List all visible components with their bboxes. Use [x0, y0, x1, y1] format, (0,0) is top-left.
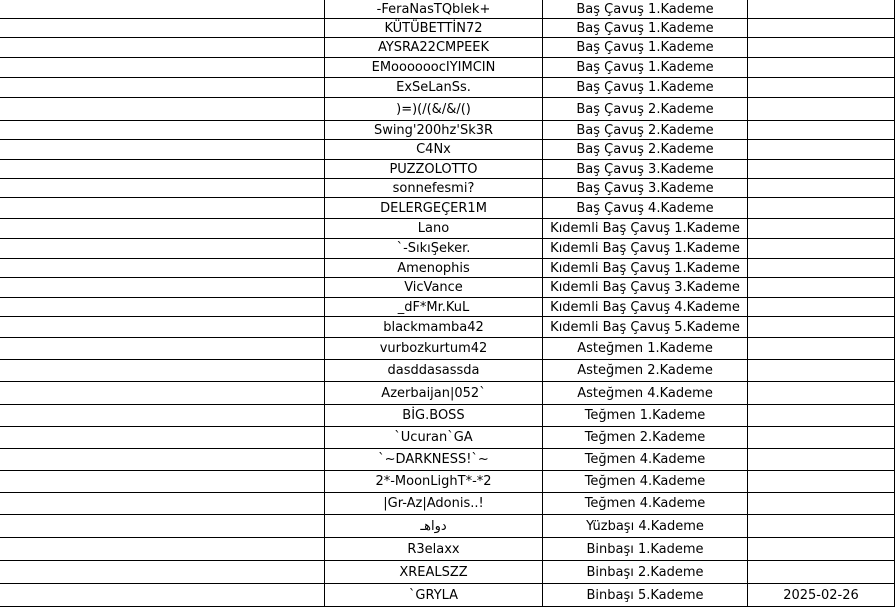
empty-cell[interactable] [0, 239, 325, 258]
empty-cell[interactable] [0, 449, 325, 470]
rank-cell[interactable]: Baş Çavuş 1.Kademe [543, 58, 748, 77]
table-row [0, 0, 895, 19]
rank-cell[interactable]: Baş Çavuş 4.Kademe [543, 198, 748, 218]
rank-cell[interactable]: Yüzbaşı 4.Kademe [543, 515, 748, 537]
date-cell[interactable] [748, 360, 895, 381]
rank-cell[interactable]: Asteğmen 1.Kademe [543, 338, 748, 359]
table-row [0, 427, 895, 449]
rank-cell[interactable]: Kıdemli Baş Çavuş 5.Kademe [543, 317, 748, 337]
date-cell[interactable] [748, 239, 895, 258]
table-row [0, 561, 895, 584]
player-name-cell[interactable]: |Gr-Az|Adonis..! [325, 493, 543, 514]
table-row [0, 140, 895, 160]
rank-cell[interactable]: Kıdemli Baş Çavuş 1.Kademe [543, 259, 748, 277]
date-cell[interactable]: 2025-02-26 [748, 584, 895, 606]
empty-cell[interactable] [0, 360, 325, 381]
rank-cell[interactable]: Binbaşı 5.Kademe [543, 584, 748, 606]
player-name-cell[interactable]: KÜTÜBETTİN72 [325, 19, 543, 37]
empty-cell[interactable] [0, 471, 325, 492]
rank-cell[interactable]: Baş Çavuş 2.Kademe [543, 140, 748, 159]
rank-cell[interactable]: Kıdemli Baş Çavuş 4.Kademe [543, 298, 748, 316]
rank-cell[interactable]: Asteğmen 2.Kademe [543, 360, 748, 381]
date-cell[interactable] [748, 515, 895, 537]
empty-cell[interactable] [0, 584, 325, 606]
empty-cell[interactable] [0, 78, 325, 97]
table-row [0, 317, 895, 338]
date-cell[interactable] [748, 198, 895, 218]
rank-cell[interactable]: Baş Çavuş 1.Kademe [543, 78, 748, 97]
rank-cell[interactable]: Teğmen 4.Kademe [543, 493, 748, 514]
table-row [0, 121, 895, 140]
date-cell[interactable] [748, 561, 895, 583]
rank-cell[interactable]: Asteğmen 4.Kademe [543, 382, 748, 404]
empty-cell[interactable] [0, 427, 325, 448]
empty-cell[interactable] [0, 0, 325, 18]
date-cell[interactable] [748, 78, 895, 97]
empty-cell[interactable] [0, 259, 325, 277]
date-cell[interactable] [748, 121, 895, 139]
date-cell[interactable] [748, 140, 895, 159]
table-row [0, 198, 895, 219]
empty-cell[interactable] [0, 561, 325, 583]
player-name-cell[interactable]: AYSRA22CMPEEK [325, 38, 543, 57]
table-row [0, 584, 895, 607]
table-row [0, 360, 895, 382]
player-name-cell[interactable]: -FeraNasTQblek+ [325, 0, 543, 18]
date-cell[interactable] [748, 0, 895, 18]
empty-cell[interactable] [0, 19, 325, 37]
empty-cell[interactable] [0, 493, 325, 514]
rank-cell[interactable]: Baş Çavuş 2.Kademe [543, 98, 748, 120]
empty-cell[interactable] [0, 179, 325, 197]
empty-cell[interactable] [0, 538, 325, 560]
date-cell[interactable] [748, 338, 895, 359]
player-name-cell[interactable]: `Ucuran`GA [325, 427, 543, 448]
player-name-cell[interactable]: `~DARKNESS!`~ [325, 449, 543, 470]
table-row [0, 179, 895, 198]
rank-cell[interactable]: Binbaşı 1.Kademe [543, 538, 748, 560]
player-name-cell[interactable]: R3elaxx [325, 538, 543, 560]
date-cell[interactable] [748, 19, 895, 37]
rank-cell[interactable]: Teğmen 4.Kademe [543, 449, 748, 470]
rank-cell[interactable]: Baş Çavuş 1.Kademe [543, 0, 748, 18]
date-cell[interactable] [748, 259, 895, 277]
empty-cell[interactable] [0, 98, 325, 120]
player-name-cell[interactable]: Swing'200hz'Sk3R [325, 121, 543, 139]
empty-cell[interactable] [0, 405, 325, 426]
player-name-cell[interactable]: Azerbaijan|052` [325, 382, 543, 404]
date-cell[interactable] [748, 219, 895, 238]
player-name-cell[interactable]: 2*-MoonLighT*-*2 [325, 471, 543, 492]
date-cell[interactable] [748, 538, 895, 560]
rank-cell[interactable]: Baş Çavuş 1.Kademe [543, 38, 748, 57]
table-row [0, 278, 895, 298]
empty-cell[interactable] [0, 338, 325, 359]
date-cell[interactable] [748, 427, 895, 448]
player-name-cell[interactable]: ExSeLanSs. [325, 78, 543, 97]
table-row [0, 58, 895, 78]
rank-cell[interactable]: Baş Çavuş 1.Kademe [543, 19, 748, 37]
player-name-cell[interactable]: sonnefesmi? [325, 179, 543, 197]
rank-cell[interactable]: Kıdemli Baş Çavuş 3.Kademe [543, 278, 748, 297]
date-cell[interactable] [748, 179, 895, 197]
date-cell[interactable] [748, 493, 895, 514]
player-name-cell[interactable]: Lano [325, 219, 543, 238]
date-cell[interactable] [748, 160, 895, 178]
player-name-cell[interactable]: dasddasassda [325, 360, 543, 381]
player-name-cell[interactable]: DELERGEÇER1M [325, 198, 543, 218]
table-row [0, 449, 895, 471]
table-row [0, 98, 895, 121]
empty-cell[interactable] [0, 382, 325, 404]
table-row [0, 219, 895, 239]
player-name-cell[interactable]: PUZZOLOTTO [325, 160, 543, 178]
rank-cell[interactable]: Binbaşı 2.Kademe [543, 561, 748, 583]
player-name-cell[interactable]: `-SıkıŞeker. [325, 239, 543, 258]
player-name-cell[interactable]: XREALSZZ [325, 561, 543, 583]
player-name-cell[interactable]: blackmamba42 [325, 317, 543, 337]
date-cell[interactable] [748, 317, 895, 337]
empty-cell[interactable] [0, 219, 325, 238]
rank-cell[interactable]: Kıdemli Baş Çavuş 1.Kademe [543, 239, 748, 258]
empty-cell[interactable] [0, 38, 325, 57]
empty-cell[interactable] [0, 121, 325, 139]
rank-cell[interactable]: Baş Çavuş 2.Kademe [543, 121, 748, 139]
rank-cell[interactable]: Baş Çavuş 3.Kademe [543, 179, 748, 197]
date-cell[interactable] [748, 278, 895, 297]
table-row [0, 405, 895, 427]
date-cell[interactable] [748, 38, 895, 57]
empty-cell[interactable] [0, 160, 325, 178]
table-row [0, 538, 895, 561]
player-name-cell[interactable]: )=)(/(&/&/() [325, 98, 543, 120]
date-cell[interactable] [748, 405, 895, 426]
table-row [0, 160, 895, 179]
player-name-cell[interactable]: Amenophis [325, 259, 543, 277]
table-row [0, 338, 895, 360]
table-row [0, 239, 895, 259]
empty-cell[interactable] [0, 317, 325, 337]
table-row [0, 471, 895, 493]
table-row [0, 515, 895, 538]
player-name-cell[interactable]: دواهـ [325, 515, 543, 537]
player-name-cell[interactable]: _dF*Mr.KuL [325, 298, 543, 316]
player-name-cell[interactable]: C4Nx [325, 140, 543, 159]
empty-cell[interactable] [0, 278, 325, 297]
player-name-cell[interactable]: `GRYLA [325, 584, 543, 606]
table-row [0, 259, 895, 278]
empty-cell[interactable] [0, 298, 325, 316]
table-row [0, 38, 895, 58]
player-name-cell[interactable]: BİG.BOSS [325, 405, 543, 426]
player-name-cell[interactable]: VicVance [325, 278, 543, 297]
rank-cell[interactable]: Baş Çavuş 3.Kademe [543, 160, 748, 178]
rank-cell[interactable]: Teğmen 2.Kademe [543, 427, 748, 448]
rank-cell[interactable]: Teğmen 1.Kademe [543, 405, 748, 426]
rank-cell[interactable]: Kıdemli Baş Çavuş 1.Kademe [543, 219, 748, 238]
date-cell[interactable] [748, 58, 895, 77]
date-cell[interactable] [748, 98, 895, 120]
empty-cell[interactable] [0, 198, 325, 218]
table-row [0, 19, 895, 38]
table-row [0, 493, 895, 515]
date-cell[interactable] [748, 298, 895, 316]
empty-cell[interactable] [0, 140, 325, 159]
empty-cell[interactable] [0, 515, 325, 537]
empty-cell[interactable] [0, 58, 325, 77]
player-name-cell[interactable]: vurbozkurtum42 [325, 338, 543, 359]
player-name-cell[interactable]: EMoooooocIYIMCIN [325, 58, 543, 77]
date-cell[interactable] [748, 449, 895, 470]
table-row [0, 382, 895, 405]
rank-cell[interactable]: Teğmen 4.Kademe [543, 471, 748, 492]
table-row [0, 78, 895, 98]
date-cell[interactable] [748, 471, 895, 492]
date-cell[interactable] [748, 382, 895, 404]
table-row [0, 298, 895, 317]
